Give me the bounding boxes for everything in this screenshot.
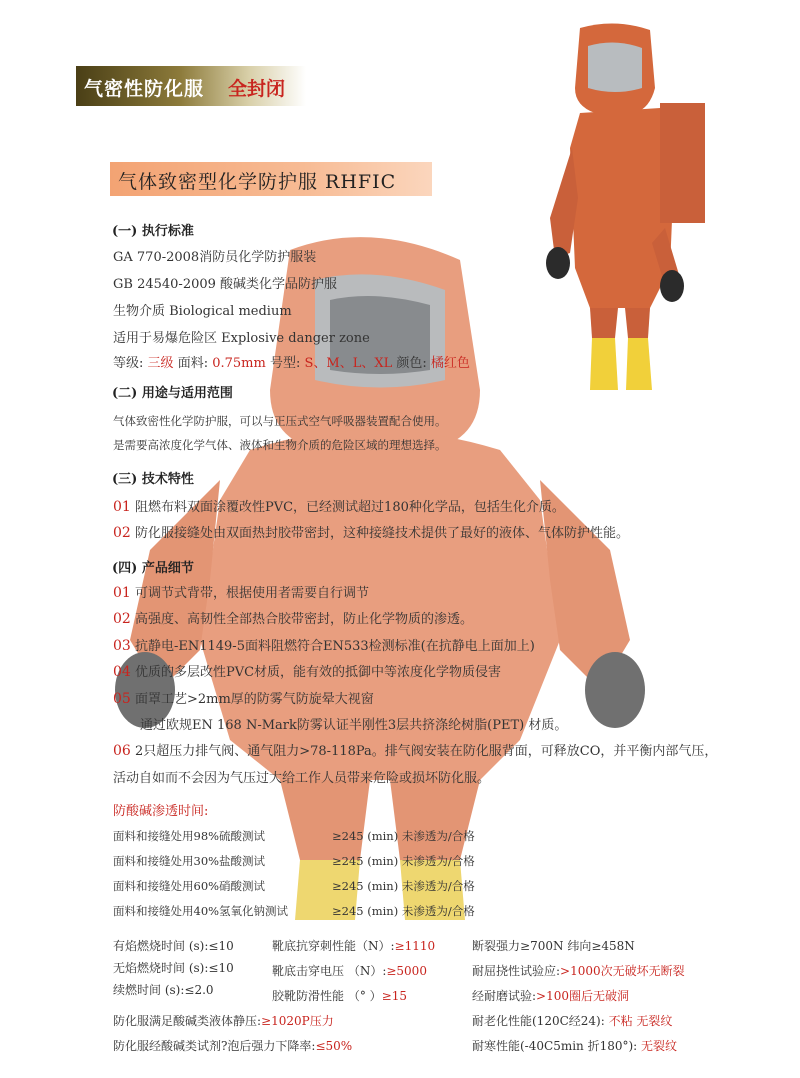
standard-line: 生物介质 Biological medium: [113, 304, 292, 319]
spec-item: [472, 987, 629, 1004]
spec-item: [272, 987, 407, 1004]
feature-item: [113, 522, 629, 541]
feature-number: 01: [113, 499, 131, 515]
feature-text: 阻燃布料双面涂覆改性PVC，已经测试超过180种化学品，包括生化介质。: [134, 500, 565, 515]
spec-item: [472, 962, 685, 979]
spec-item: [113, 981, 214, 998]
spec-value: ≥458N: [591, 939, 635, 953]
size-value: S、M、L、XL: [304, 356, 393, 371]
spec-value: 不粘 无裂纹: [608, 1014, 673, 1028]
permeation-test: 面料和接缝处用40%氢氧化钠测试: [113, 904, 289, 918]
category-title: 气密性防化服: [84, 78, 205, 100]
section-details-title: (四) 产品细节: [112, 561, 194, 576]
detail-item: [113, 635, 535, 654]
spec-item: [272, 937, 435, 954]
spec-label: 经耐磨试验:: [472, 989, 537, 1003]
color-value: 橘红色: [430, 356, 470, 371]
permeation-test: 面料和接缝处用98%硫酸测试: [113, 829, 266, 843]
detail-text: 可调节式背带，根据使用者需要自行调节: [134, 586, 369, 601]
grade-line: [113, 352, 470, 371]
permeation-result: ≥245 (min) 未渗透为/合格: [332, 904, 475, 918]
detail-number: 04: [113, 664, 131, 680]
spec-label: 有焰燃烧时间 (s):: [113, 939, 209, 953]
spec-value: ≤50%: [315, 1039, 353, 1053]
spec-label: 断裂强力: [472, 939, 521, 953]
spec-value: ≤10: [208, 961, 234, 975]
fabric-value: 0.75mm: [212, 356, 266, 371]
spec-label: 耐寒性能(-40C5min 折180°):: [472, 1039, 638, 1053]
detail-text: 高强度、高韧性全部热合胶带密封，防止化学物质的渗透。: [134, 612, 473, 627]
spec-item: [472, 1012, 672, 1029]
detail-item: [113, 688, 374, 707]
spec-label: 防化服经酸碱类试剂?泡后强力下降率:: [113, 1039, 316, 1053]
spec-item: [113, 1012, 334, 1029]
color-label: 颜色:: [396, 356, 427, 371]
spec-item: [472, 937, 635, 954]
feature-item: [113, 496, 565, 515]
product-title: 气体致密型化学防护服 RHFIC: [118, 171, 397, 193]
detail-text: 2只超压力排气阀、通气阻力>78-118Pa。排气阀安装在防化服背面，可释放CO，并平衡内部气压，: [134, 744, 718, 759]
spec-value: ≥700N: [520, 939, 564, 953]
usage-line: 气体致密性化学防护服，可以与正压式空气呼吸器装置配合使用。: [113, 414, 447, 428]
detail-number: 01: [113, 585, 131, 601]
permeation-test: 面料和接缝处用60%硝酸测试: [113, 879, 266, 893]
grade-value: 三级: [147, 356, 174, 371]
standard-line: GA 770-2008消防员化学防护服装: [113, 250, 317, 265]
feature-text: 防化服接缝处由双面热封胶带密封，这种接缝技术提供了最好的液体、气体防护性能。: [134, 526, 629, 541]
spec-label: 无焰燃烧时间 (s):: [113, 961, 209, 975]
detail-number: 03: [113, 638, 131, 654]
closure-type: 全封闭: [228, 78, 286, 100]
detail-number: 06: [113, 743, 131, 759]
spec-value: ≥5000: [386, 964, 427, 978]
permeation-test: 面料和接缝处用30%盐酸测试: [113, 854, 266, 868]
detail-item: [113, 582, 369, 601]
detail-item: [113, 740, 717, 759]
permeation-result: ≥245 (min) 未渗透为/合格: [332, 879, 475, 893]
permeation-title: 防酸碱渗透时间:: [113, 804, 209, 819]
spec-item: [272, 962, 427, 979]
standard-line: GB 24540-2009 酸碱类化学品防护服: [113, 277, 338, 292]
section-usage-title: (二) 用途与适用范围: [112, 386, 233, 401]
detail-text: 优质的多层改性PVC材质，能有效的抵御中等浓度化学物质侵害: [134, 665, 502, 680]
hazmat-suit-product-image: [540, 18, 715, 398]
spec-label: 胶靴防滑性能 （° ）: [272, 989, 382, 1003]
detail-continuation: 通过欧规EN 168 N-Mark防雾认证半刚性3层共挤涤纶树脂(PET) 材质。: [140, 718, 568, 733]
section-standards-title: (一) 执行标准: [112, 224, 194, 239]
product-title-bar: [110, 162, 432, 196]
spec-label: 续燃时间 (s):: [113, 983, 185, 997]
spec-item: [113, 959, 234, 976]
spec-value: ≥1020P压力: [261, 1014, 334, 1028]
spec-value: ≥15: [381, 989, 407, 1003]
spec-value: >100圈后无破洞: [536, 989, 630, 1003]
spec-item: [113, 937, 234, 954]
detail-item: [113, 661, 501, 680]
spec-value: 无裂纹: [641, 1039, 678, 1053]
usage-line: 是需要高浓度化学气体、液体和生物介质的危险区域的理想选择。: [113, 438, 447, 452]
size-label: 号型:: [269, 356, 301, 371]
spec-value: ≤2.0: [184, 983, 214, 997]
detail-number: 05: [113, 691, 131, 707]
spec-label: 靴底击穿电压 （N）:: [272, 964, 387, 978]
spec-value: ≤10: [208, 939, 234, 953]
detail-text: 抗静电-EN1149-5面料阻燃符合EN533检测标准(在抗静电上面加上): [134, 639, 535, 654]
spec-label: 靴底抗穿刺性能（N）:: [272, 939, 395, 953]
permeation-result: ≥245 (min) 未渗透为/合格: [332, 829, 475, 843]
feature-number: 02: [113, 525, 131, 541]
detail-text: 面罩工艺>2mm厚的防雾气防旋晕大视窗: [134, 692, 374, 707]
spec-item: [472, 1037, 677, 1054]
section-features-title: (三) 技术特性: [112, 472, 194, 487]
detail-item: [113, 608, 473, 627]
spec-label: 耐老化性能(120C经24):: [472, 1014, 605, 1028]
spec-item: [113, 1037, 352, 1054]
fabric-label: 面料:: [177, 356, 209, 371]
detail-continuation: 活动自如而不会因为气压过大给工作人员带来危险或损坏防化服。: [113, 771, 491, 786]
standard-line: 适用于易爆危险区 Explosive danger zone: [113, 331, 370, 346]
spec-label: 防化服满足酸碱类液体静压:: [113, 1014, 262, 1028]
permeation-result: ≥245 (min) 未渗透为/合格: [332, 854, 475, 868]
spec-label: 纬向: [567, 939, 592, 953]
spec-value: ≥1110: [394, 939, 436, 953]
category-banner: [76, 66, 306, 106]
detail-number: 02: [113, 611, 131, 627]
spec-label: 耐屈挠性试验应:: [472, 964, 561, 978]
grade-label: 等级:: [113, 356, 144, 371]
spec-value: >1000次无破坏无断裂: [560, 964, 685, 978]
